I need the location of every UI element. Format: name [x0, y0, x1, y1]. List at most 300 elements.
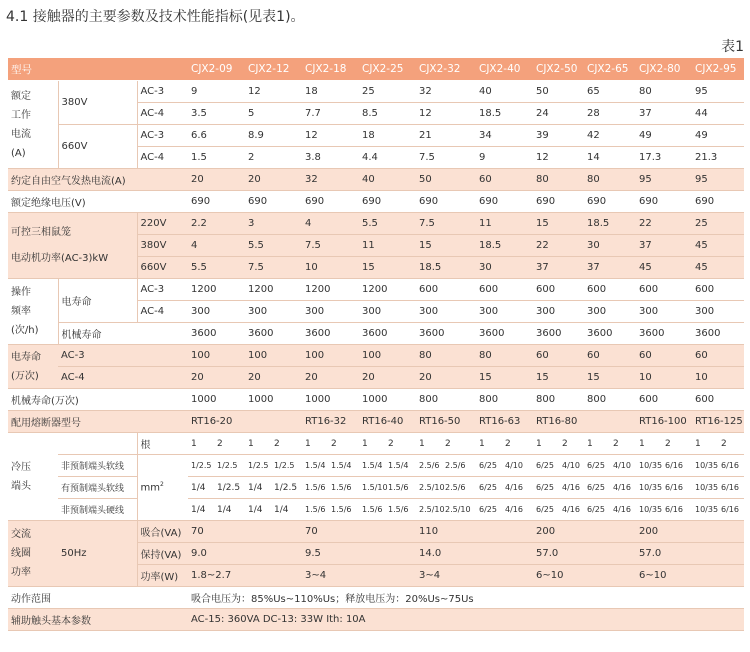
pair-value: 1/2.5 [274, 461, 295, 470]
pair-value: 1/2.5 [217, 461, 238, 470]
pair-value: 6/16 [721, 505, 739, 514]
model-header: CJX2-65 [584, 58, 636, 81]
table-cell: 110 [416, 521, 533, 543]
table-cell: 12 [533, 147, 584, 169]
coil-label: 功率(W) [137, 565, 188, 587]
table-cell: 300 [636, 301, 692, 323]
pair-value: 2 [445, 438, 451, 449]
table-cell: 3~4 [302, 565, 416, 587]
sub-label [58, 433, 137, 455]
category-label: AC-4 [137, 103, 188, 125]
table-cell: 600 [533, 279, 584, 301]
table-cell: 20 [245, 169, 302, 191]
table-cell [416, 433, 476, 455]
table-cell [584, 433, 636, 455]
table-cell: 690 [188, 191, 245, 213]
coil-label: 保持(VA) [137, 543, 188, 565]
table-cell: 80 [533, 169, 584, 191]
table-cell: 5.5 [245, 235, 302, 257]
pair-value: 1.5/4 [388, 461, 409, 470]
table-row [8, 389, 744, 411]
voltage-label: 660V [137, 257, 188, 279]
pair-value: 1.5/6 [331, 505, 352, 514]
table-cell: 70 [188, 521, 302, 543]
table-cell: 300 [188, 301, 245, 323]
pair-value: 1.5/6 [388, 483, 409, 492]
table-row [8, 169, 744, 191]
model-header: CJX2-40 [476, 58, 533, 81]
pair-value: 1.5/4 [331, 461, 352, 470]
pair-value: 1 [362, 438, 368, 449]
table-cell: 14.0 [416, 543, 533, 565]
table-cell: 9 [188, 81, 245, 103]
table-cell: 800 [476, 389, 533, 411]
table-cell: 1000 [245, 389, 302, 411]
table-cell: 1000 [302, 389, 359, 411]
table-cell: 1200 [188, 279, 245, 301]
table-cell [302, 455, 359, 477]
table-row [8, 477, 744, 499]
table-cell: 32 [416, 81, 476, 103]
table-row [8, 455, 744, 477]
table-cell [245, 477, 302, 499]
table-cell: 15 [359, 257, 416, 279]
table-cell: 95 [692, 169, 744, 191]
table-cell [692, 433, 744, 455]
table-row [8, 81, 744, 103]
table-cell [188, 499, 245, 521]
table-cell: 100 [245, 345, 302, 367]
pair-value: 1.5/4 [362, 461, 383, 470]
table-cell: 1000 [359, 389, 416, 411]
table-cell: RT16-20 [188, 411, 245, 433]
pair-value: 1 [305, 438, 311, 449]
table-cell: 12 [302, 125, 359, 147]
table-cell: 25 [692, 213, 744, 235]
table-cell: 6~10 [636, 565, 744, 587]
group-label: 交流 线圈 功率 [8, 521, 58, 587]
table-cell [692, 499, 744, 521]
table-cell [416, 455, 476, 477]
table-cell: 3600 [359, 323, 416, 345]
table-row [8, 345, 744, 367]
table-cell: 37 [533, 257, 584, 279]
group-label: 操作 频率 (次/h) [8, 279, 58, 345]
table-cell: 60 [476, 169, 533, 191]
table-cell [245, 499, 302, 521]
table-cell: 14 [584, 147, 636, 169]
table-cell: 57.0 [533, 543, 636, 565]
pair-value: 6/16 [665, 461, 683, 470]
pair-value: 4/16 [613, 483, 631, 492]
table-cell: 45 [692, 257, 744, 279]
table-cell: 22 [533, 235, 584, 257]
pair-value: 1/4 [191, 482, 206, 493]
table-cell: 7.5 [245, 257, 302, 279]
header-cell: 型号 [8, 58, 188, 81]
pair-value: 1 [248, 438, 254, 449]
table-cell: 80 [416, 345, 476, 367]
voltage-label: 220V [137, 213, 188, 235]
pair-value: 2.5/10 [419, 483, 445, 492]
pair-value: 2 [721, 438, 727, 449]
table-cell: 300 [416, 301, 476, 323]
table-cell: 1000 [188, 389, 245, 411]
pair-value: 1.5/6 [388, 505, 409, 514]
table-cell: 12 [416, 103, 476, 125]
pair-value: 2.5/6 [445, 483, 466, 492]
table-cell: 9 [476, 147, 533, 169]
sub-label: 电寿命 [58, 279, 137, 323]
group-label: 额定 工作 电流 (A) [8, 81, 58, 169]
table-cell: 300 [302, 301, 359, 323]
table-cell [533, 433, 584, 455]
table-cell [584, 455, 636, 477]
table-cell: 15 [416, 235, 476, 257]
pair-value: 2.5/6 [445, 461, 466, 470]
table-cell: RT16-50 [416, 411, 476, 433]
table-cell [302, 499, 359, 521]
table-cell: 3600 [584, 323, 636, 345]
table-cell [533, 477, 584, 499]
category-label: AC-3 [58, 345, 188, 367]
type-label: 非预制端头软线 [58, 455, 137, 477]
table-cell: 42 [584, 125, 636, 147]
table-cell: 300 [476, 301, 533, 323]
table-cell [245, 411, 302, 433]
pair-value: 2 [505, 438, 511, 449]
pair-value: 10/35 [639, 461, 663, 470]
pair-value: 6/25 [536, 483, 554, 492]
table-cell [476, 499, 533, 521]
table-cell [416, 477, 476, 499]
pair-value: 2.5/6 [419, 461, 440, 470]
table-cell: 690 [359, 191, 416, 213]
category-label: AC-4 [137, 147, 188, 169]
table-cell: 30 [584, 235, 636, 257]
table-cell: 600 [692, 279, 744, 301]
table-cell: 60 [584, 345, 636, 367]
table-cell: 18.5 [476, 235, 533, 257]
table-cell [188, 477, 245, 499]
table-cell [692, 455, 744, 477]
row-label: 机械寿命(万次) [8, 389, 188, 411]
table-cell: 4.4 [359, 147, 416, 169]
table-cell: 600 [636, 279, 692, 301]
table-cell: RT16-80 [533, 411, 584, 433]
table-cell: 15 [476, 367, 533, 389]
pair-value: 4/10 [562, 461, 580, 470]
pair-value: 4/16 [505, 505, 523, 514]
table-cell: 20 [188, 169, 245, 191]
pair-value: 1/4 [191, 504, 206, 515]
row-label: 辅助触头基本参数 [8, 609, 188, 631]
pair-value: 1/2.5 [191, 461, 212, 470]
pair-value: 2 [331, 438, 337, 449]
row-label: 动作范围 [8, 587, 188, 609]
pair-value: 1 [536, 438, 542, 449]
pair-value: 2.5/10 [419, 505, 445, 514]
table-cell: 60 [533, 345, 584, 367]
table-cell: 40 [359, 169, 416, 191]
table-cell [636, 477, 692, 499]
table-cell: 18.5 [584, 213, 636, 235]
table-cell: 100 [188, 345, 245, 367]
table-cell: 5.5 [188, 257, 245, 279]
table-cell [359, 499, 416, 521]
pair-value: 2 [665, 438, 671, 449]
table-cell: 3600 [476, 323, 533, 345]
unit-text: mm [140, 482, 160, 494]
table-cell: 11 [359, 235, 416, 257]
pair-value: 4/16 [505, 483, 523, 492]
table-cell: RT16-40 [359, 411, 416, 433]
pair-value: 1/2.5 [274, 482, 298, 493]
pair-value: 10/35 [695, 505, 719, 514]
table-cell: 24 [533, 103, 584, 125]
pair-value: 1/4 [248, 482, 263, 493]
table-cell: 9.0 [188, 543, 302, 565]
pair-value: 4/10 [505, 461, 523, 470]
voltage-label: 380V [137, 235, 188, 257]
table-cell: 7.5 [416, 147, 476, 169]
action-range-value: 吸合电压为：85%Us~110%Us；释放电压为：20%Us~75Us [188, 587, 744, 609]
pair-value: 10/35 [639, 483, 663, 492]
pair-value: 6/25 [587, 483, 605, 492]
table-cell: 200 [636, 521, 744, 543]
table-cell: 37 [636, 235, 692, 257]
table-cell: 10 [302, 257, 359, 279]
unit-label [137, 455, 188, 521]
pair-value: 6/25 [479, 461, 497, 470]
table-cell: 25 [359, 81, 416, 103]
table-cell: 300 [359, 301, 416, 323]
table-cell [476, 477, 533, 499]
table-cell: 15 [533, 367, 584, 389]
table-cell [359, 433, 416, 455]
pair-value: 6/25 [479, 483, 497, 492]
pair-value: 6/25 [536, 505, 554, 514]
table-cell: RT16-32 [302, 411, 359, 433]
table-cell: 3600 [636, 323, 692, 345]
table-cell: 45 [692, 235, 744, 257]
table-cell: 1.8~2.7 [188, 565, 302, 587]
table-cell [188, 433, 245, 455]
table-cell [476, 455, 533, 477]
table-cell: 5 [245, 103, 302, 125]
table-cell: 690 [416, 191, 476, 213]
pair-value: 1/4 [274, 504, 289, 515]
unit-label: 根 [137, 433, 188, 455]
category-label: AC-3 [137, 125, 188, 147]
pair-value: 6/16 [721, 461, 739, 470]
pair-value: 6/16 [665, 505, 683, 514]
pair-value: 1/4 [217, 504, 232, 515]
table-number: 表1 [721, 39, 744, 55]
table-cell: 22 [636, 213, 692, 235]
table-cell: 800 [416, 389, 476, 411]
pair-value: 1/4 [248, 504, 263, 515]
table-cell: 8.9 [245, 125, 302, 147]
type-label: 有预制端头软线 [58, 477, 137, 499]
category-label: AC-4 [137, 301, 188, 323]
group-label: 可控三相鼠笼 电动机功率(AC-3)kW [8, 213, 137, 279]
table-row [8, 279, 744, 301]
table-cell: 690 [533, 191, 584, 213]
model-header: CJX2-95 [692, 58, 744, 81]
pair-value: 2 [388, 438, 394, 449]
table-cell: 100 [302, 345, 359, 367]
table-cell: 600 [584, 279, 636, 301]
table-cell: 45 [636, 257, 692, 279]
table-cell: 600 [636, 389, 692, 411]
table-row [8, 609, 744, 631]
table-cell: 80 [636, 81, 692, 103]
pair-value: 1/2.5 [217, 482, 241, 493]
model-header: CJX2-12 [245, 58, 302, 81]
table-cell: 80 [584, 169, 636, 191]
table-cell: 18.5 [476, 103, 533, 125]
coil-label: 吸合(VA) [137, 521, 188, 543]
pair-value: 6/25 [536, 461, 554, 470]
freq-label: 50Hz [58, 521, 137, 587]
table-cell: 44 [692, 103, 744, 125]
table-cell: 800 [533, 389, 584, 411]
pair-value: 1.5/6 [305, 505, 326, 514]
pair-value: 1.5/6 [362, 505, 383, 514]
table-cell: 3~4 [416, 565, 533, 587]
row-label: 额定绝缘电压(V) [8, 191, 188, 213]
table-row [8, 191, 744, 213]
table-row [8, 433, 744, 455]
pair-value: 2 [217, 438, 223, 449]
model-header: CJX2-18 [302, 58, 359, 81]
table-cell: 30 [476, 257, 533, 279]
table-cell: 9.5 [302, 543, 416, 565]
table-cell: 49 [692, 125, 744, 147]
table-cell [636, 499, 692, 521]
table-cell: 2.2 [188, 213, 245, 235]
pair-value: 4/16 [562, 483, 580, 492]
table-cell: 3600 [533, 323, 584, 345]
table-cell: 300 [245, 301, 302, 323]
pair-value: 4/10 [613, 461, 631, 470]
table-cell: 60 [636, 345, 692, 367]
table-cell [692, 477, 744, 499]
pair-value: 10/35 [695, 461, 719, 470]
table-cell: 32 [302, 169, 359, 191]
table-cell [359, 477, 416, 499]
table-cell: 70 [302, 521, 416, 543]
table-cell [476, 433, 533, 455]
table-row [8, 499, 744, 521]
table-row [8, 323, 744, 345]
table-cell [416, 499, 476, 521]
table-cell: 15 [584, 367, 636, 389]
pair-value: 2 [562, 438, 568, 449]
table-cell: 7.7 [302, 103, 359, 125]
table-cell [245, 455, 302, 477]
table-cell: 21.3 [692, 147, 744, 169]
row-label: 配用熔断器型号 [8, 411, 188, 433]
model-header: CJX2-09 [188, 58, 245, 81]
table-cell: 600 [692, 389, 744, 411]
table-cell: 18 [359, 125, 416, 147]
pair-value: 6/16 [721, 483, 739, 492]
table-cell: 1200 [302, 279, 359, 301]
table-cell: 2 [245, 147, 302, 169]
pair-value: 6/25 [587, 505, 605, 514]
category-label: AC-3 [137, 279, 188, 301]
table-cell: 12 [245, 81, 302, 103]
table-cell: 50 [416, 169, 476, 191]
table-cell: 3 [245, 213, 302, 235]
model-header: CJX2-32 [416, 58, 476, 81]
aux-contact-value: AC-15: 360VA DC-13: 33W Ith: 10A [188, 609, 744, 631]
table-cell: 37 [636, 103, 692, 125]
pair-value: 1.5/10 [362, 483, 388, 492]
table-cell [302, 477, 359, 499]
table-row [8, 213, 744, 235]
table-cell: 1200 [245, 279, 302, 301]
table-cell: 34 [476, 125, 533, 147]
table-cell: 11 [476, 213, 533, 235]
spec-table [8, 58, 744, 631]
table-cell: 300 [584, 301, 636, 323]
table-cell: 3600 [245, 323, 302, 345]
table-cell: 20 [188, 367, 245, 389]
pair-value: 10/35 [695, 483, 719, 492]
table-row [8, 521, 744, 543]
table-cell: 3.5 [188, 103, 245, 125]
table-cell: 6.6 [188, 125, 245, 147]
table-cell: 4 [302, 213, 359, 235]
sub-label: 机械寿命 [58, 323, 188, 345]
pair-value: 1 [419, 438, 425, 449]
table-cell [636, 433, 692, 455]
pair-value: 1 [479, 438, 485, 449]
table-cell: 3600 [188, 323, 245, 345]
category-label: AC-3 [137, 81, 188, 103]
table-cell [636, 455, 692, 477]
table-cell [584, 499, 636, 521]
table-cell: 18 [302, 81, 359, 103]
group-label: 电寿命 (万次) [8, 345, 58, 389]
table-row [8, 367, 744, 389]
table-cell: 10 [692, 367, 744, 389]
table-cell: 3600 [692, 323, 744, 345]
table-cell: 6~10 [533, 565, 636, 587]
pair-value: 2 [274, 438, 280, 449]
table-row [8, 125, 744, 147]
header-row [8, 58, 744, 81]
table-cell: 5.5 [359, 213, 416, 235]
pair-value: 4/16 [562, 505, 580, 514]
table-cell: 600 [476, 279, 533, 301]
table-cell: 57.0 [636, 543, 744, 565]
table-cell: 21 [416, 125, 476, 147]
table-cell: 15 [533, 213, 584, 235]
table-cell: 690 [476, 191, 533, 213]
table-cell [245, 433, 302, 455]
pair-value: 10/35 [639, 505, 663, 514]
table-cell: 95 [692, 81, 744, 103]
pair-value: 1 [639, 438, 645, 449]
page-title: 4.1 接触器的主要参数及技术性能指标(见表1)。 [6, 9, 305, 25]
table-cell [188, 455, 245, 477]
table-cell [302, 433, 359, 455]
unit-superscript: 2 [159, 481, 164, 489]
